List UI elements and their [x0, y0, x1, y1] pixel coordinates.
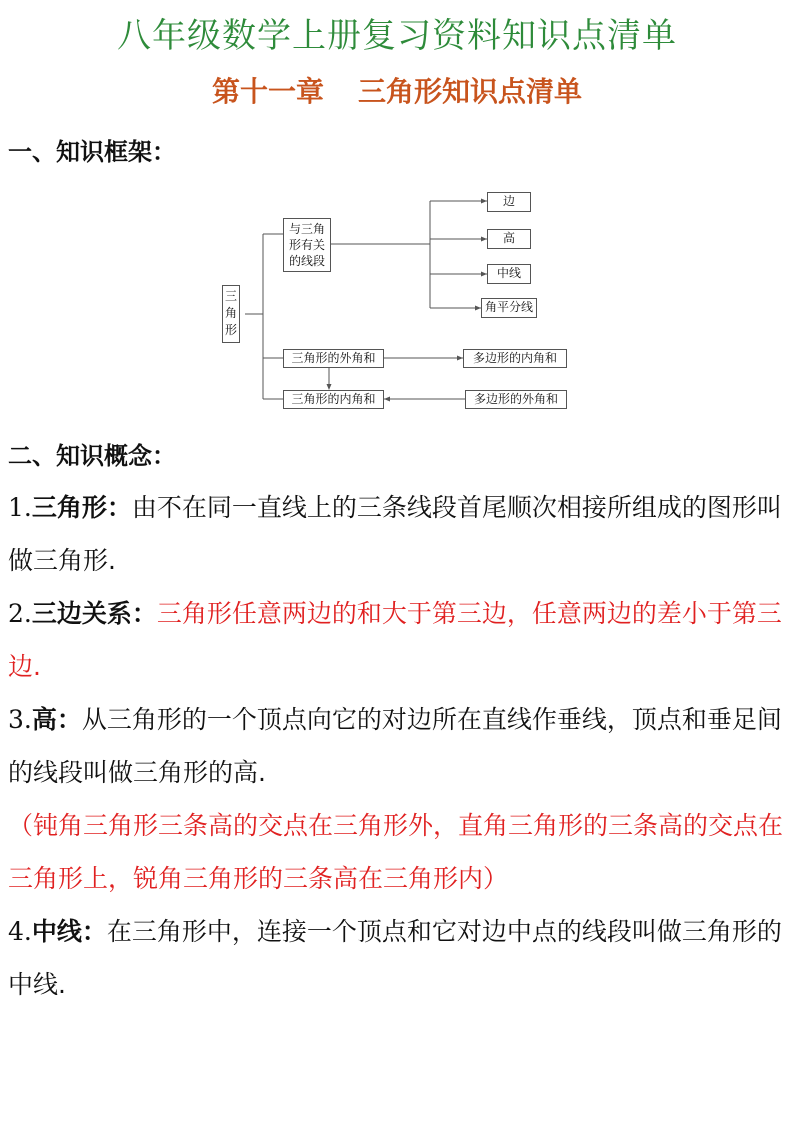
concept-item-altitude: [8, 693, 788, 799]
framework-leaf-altitude: 高: [487, 229, 531, 249]
framework-interior-angle-sum-node: 三角形的内角和: [283, 390, 384, 409]
concept-item-side-relation: [8, 587, 788, 693]
item-text: 由不在同一直线上的三条线段首尾顺次相接所组成的图形叫做三角形.: [8, 493, 782, 575]
item-text-highlight: 三角形任意两边的和大于第三边，任意两边的差小于第三边.: [8, 599, 782, 681]
altitude-note: （钝角三角形三条高的交点在三角形外，直角三角形的三条高的交点在三角形上，锐角三角形的三条高在三角形内）: [8, 811, 784, 893]
framework-exterior-angle-sum-node: 三角形的外角和: [283, 349, 384, 368]
framework-segments-node: 与三角形有关的线段: [283, 218, 331, 272]
chapter-title: [0, 70, 794, 110]
framework-leaf-angle-bisector: 角平分线: [481, 298, 537, 318]
framework-polygon-exterior-sum-node: 多边形的外角和: [465, 390, 567, 409]
concept-item-median: [8, 905, 788, 1011]
document-title: 八年级数学上册复习资料知识点清单: [117, 16, 677, 56]
framework-leaf-median: 中线: [487, 264, 531, 284]
item-term: 中线：: [31, 917, 107, 946]
chapter-name: 三角形知识点清单: [358, 75, 583, 108]
framework-polygon-interior-sum-node: 多边形的内角和: [463, 349, 567, 368]
chapter-number: 第十一章: [211, 75, 324, 108]
item-number: 3.: [8, 705, 32, 734]
item-term: 三角形：: [31, 493, 132, 522]
section-heading-concepts: 二、知识概念：: [8, 442, 176, 470]
item-text: 从三角形的一个顶点向它的对边所在直线作垂线，顶点和垂足间的线段叫做三角形的高.: [8, 705, 782, 787]
framework-leaf-side: 边: [487, 192, 531, 212]
item-number: 2.: [8, 599, 32, 628]
knowledge-framework-diagram: [215, 188, 575, 413]
item-term: 高：: [31, 705, 82, 734]
item-term: 三边关系：: [31, 599, 157, 628]
item-text: 在三角形中，连接一个顶点和它对边中点的线段叫做三角形的中线.: [8, 917, 782, 999]
item-number: 1.: [8, 493, 32, 522]
section-heading-framework: 一、知识框架：: [8, 138, 176, 166]
item-number: 4.: [8, 917, 32, 946]
framework-root-node: 三角形: [222, 285, 240, 343]
concept-item-triangle: [8, 481, 788, 587]
